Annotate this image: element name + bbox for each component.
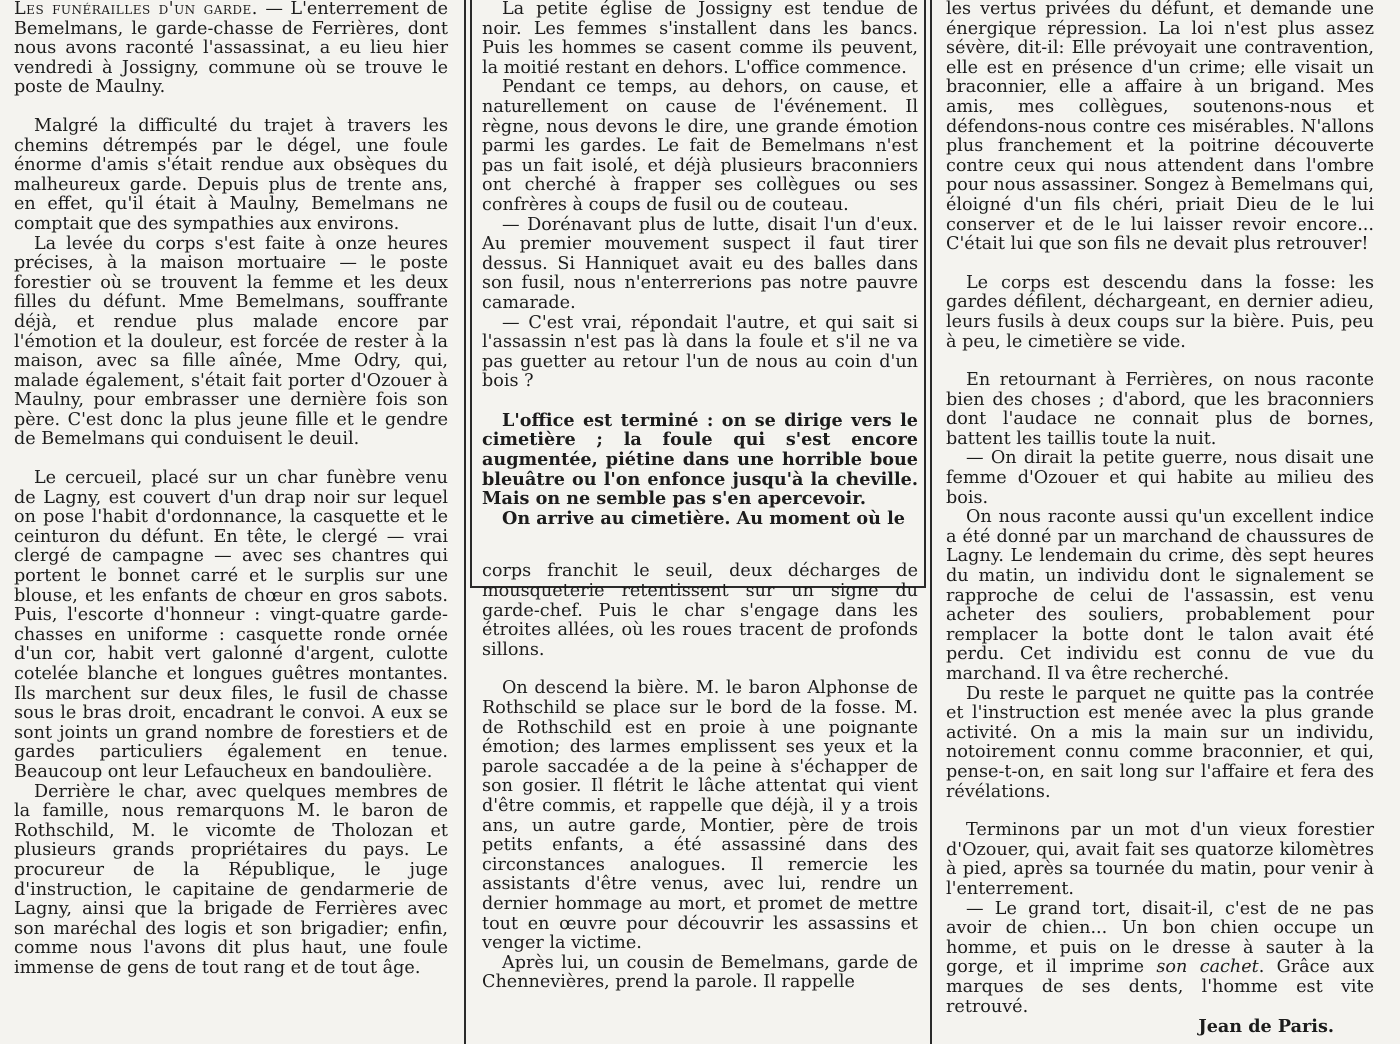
paragraph: Le corps est descendu dans la fosse: les gardes défilent, déchargeant, en dernier adieu, leurs fusils à deux coups sur la bière. Puis, peu à peu, le cimetière se vide. (946, 272, 1374, 352)
paragraph: — On dirait la petite guerre, nous disait une femme d'Ozouer et qui habite au milieu des bois. (946, 448, 1374, 508)
article-column-3 (946, 0, 1374, 1037)
paragraph: corps franchit le seuil, deux décharges de mousqueterie retentissent sur un signe du garde-chef. Puis le char s'engage dans les étroites allées, où les roues tracent de profonds sillons. (482, 561, 918, 660)
column-rule-left (464, 0, 466, 1044)
paragraph: L'office est terminé : on se dirige vers le cimetière ; la foule qui s'est encore augmentée, piétine dans une horrible boue bleuâtre ou l'on enfonce jusqu'à la cheville. Mais on ne semble pas s'en apercevoir. (482, 409, 918, 510)
paragraph: En retournant à Ferrières, on nous raconte bien des choses ; d'abord, que les braconniers dont l'audace ne connait plus de bornes, battent les taillis toute la nuit. (946, 370, 1374, 449)
paragraph: Du reste le parquet ne quitte pas la contrée et l'instruction est menée avec la plus grande activité. On a mis la main sur un individu, notoirement connu comme braconnier, et qui, pense-t-on, en sait long sur l'affaire et fera des révélations. (946, 683, 1374, 802)
paragraph: Derrière le char, avec quelques membres de la famille, nous remarquons M. le baron de Rothschild, M. le vicomte de Tholozan et plusieurs grands propriétaires du pays. Le procureur de la République, le juge d'instruction, le capitaine de gendarmerie de Lagny, ainsi que la brigade de Ferrières avec son maréchal des logis et son brigadier; enfin, comme nous l'avons dit plus haut, une foule immense de gens de tout rang et de tout âge. (14, 781, 448, 978)
paragraph-text: . Grâce aux marques de ses dents, l'homme est vite retrouvé. (946, 957, 1375, 1017)
paragraph-text: — Le grand tort, disait-il, c'est de ne pas avoir de chien... Un bon chien occupe un homme, et puis on le dresse à sauter à la gorge, et il imprime (946, 898, 1374, 978)
paragraph: On nous raconte aussi qu'un excellent indice a été donné par un marchand de chaussures de Lagny. Le lendemain du crime, dès sept heures du matin, un individu dont le signalement se rapproche de celui de l'assassin, est venu acheter des souliers, probablement pour remplacer la botte dont le talon avait été perdu. Cet individu est connu de vue du marchand. Il va être recherché. (946, 507, 1374, 684)
article-column-2 (482, 0, 918, 993)
box-rule-left (470, 0, 472, 586)
paragraph-text: — L'enterrement de Bemelmans, le garde-chasse de Ferrières, dont nous avons raconté l'assassinat, a eu lieu hier vendredi à Jossigny, commune où se trouve le poste de Maulny. (14, 0, 448, 98)
article-column-1 (14, 0, 448, 979)
box-rule-right (924, 0, 926, 586)
paragraph: La levée du corps s'est faite à onze heures précises, à la maison mortuaire — le poste forestier où se trouvent la femme et les deux filles du défunt. Mme Bemelmans, souffrante déjà, et rendue plus malade encore par l'émotion et la douleur, est forcée de rester à la maison, avec sa fille aînée, Mme Odry, qui, malade également, s'était fait porter d'Ozouer à Maulny, pour embrasser une dernière fois son père. C'est donc la plus jeune fille et le gendre de Bemelmans qui conduisent le deuil. (14, 233, 448, 450)
emphasis-text: son cachet (1156, 957, 1259, 978)
column-rule-right (930, 0, 932, 1044)
paragraph: On arrive au cimetière. Au moment où le (502, 507, 905, 529)
paragraph: — Dorénavant plus de lutte, disait l'un d'eux. Au premier mouvement suspect il faut tirer dessus. Si Hanniquet avait eu des balles dans son fusil, nous n'enterrerions pas notre pauvre camarade. (482, 214, 918, 313)
paragraph: Après lui, un cousin de Bemelmans, garde de Chennevières, prend la parole. Il rappelle (482, 952, 918, 993)
paragraph (14, 0, 448, 98)
article-heading: Les funérailles d'un garde. (14, 0, 258, 19)
paragraph: La petite église de Jossigny est tendue de noir. Les femmes s'installent dans les bancs. Puis les hommes se casent comme ils peuvent, la moitié restant en dehors. L'office commence. (482, 0, 918, 78)
paragraph: On descend la bière. M. le baron Alphonse de Rothschild se place sur le bord de la fosse. M. de Rothschild est en proie à une poignante émotion; des larmes emplissent ses yeux et la parole saccadée a de la peine à s'échapper de son gosier. Il flétrit le lâche attentat qui vient d'être commis, et rappelle que déjà, il y a trois ans, un autre garde, Montier, père de trois petits enfants, a été assassiné dans des circonstances analogues. Il remercie les assistants d'être venus, avec lui, rendre un dernier hommage au mort, et promet de mettre tout en œuvre pour découvrir les assassins et venger la victime. (482, 678, 918, 954)
paragraph: Pendant ce temps, au dehors, on cause, et naturellement on cause de l'événement. Il règne, nous devons le dire, une grande émotion parmi les gardes. Le fait de Bemelmans n'est pas un fait isolé, et déjà plusieurs braconniers ont cherché à frapper ses collègues ou ses confrères à coups de fusil ou de couteau. (482, 77, 918, 215)
paragraph: Le cercueil, placé sur un char funèbre venu de Lagny, est couvert d'un drap noir sur lequel on pose l'habit d'ordonnance, la casquette et le ceinturon du défunt. En tête, le clergé — vrai clergé de campagne — avec ses chantres qui portent le bonnet carré et le surplis sur une blouse, et les enfants de chœur en gros sabots. Puis, l'escorte d'honneur : vingt-quatre garde-chasses en uniforme : casquette ronde ornée d'un cor, habit vert galonné d'argent, culotte cotelée blanche et longues guêtres montantes. Ils marchent sur deux files, le fusil de chasse sous le bras droit, encadrant le convoi. A eux se sont joints un grand nombre de forestiers et de gardes particuliers également en tenue. Beaucoup ont leur Lefaucheux en bandoulière. (14, 468, 448, 782)
paragraph: Malgré la difficulté du trajet à travers les chemins détrempés par le dégel, une foule énorme d'amis s'était rendue aux obsèques du malheureux garde. Depuis plus de trente ans, en effet, qu'il était à Maulny, Bemelmans ne comptait que des sympathies aux environs. (14, 115, 448, 234)
paragraph: les vertus privées du défunt, et demande une énergique répression. La loi n'est plus assez sévère, dit-il: Elle prévoyait une contravention, elle est en présence d'un crime; elle visait un braconnier, elle a affaire à un brigand. Mes amis, mes collègues, soutenons-nous et défendons-nous contre ces misérables. N'allons plus franchement et la poitrine découverte contre ceux qui nous attendent dans l'ombre pour nous assassiner. Songez à Bemelmans qui, éloigné d'un fils chéri, priait Dieu de le lui conserver et de le lui laisser revoir encore... C'était lui que son fils ne devait plus retrouver! (946, 0, 1374, 255)
paragraph (946, 900, 1374, 1018)
paragraph: — C'est vrai, répondait l'autre, et qui sait si l'assassin n'est pas là dans la foule et s'il ne va pas guetter au retour l'un de nous au coin d'un bois ? (482, 312, 918, 392)
paragraph: Terminons par un mot d'un vieux forestier d'Ozouer, qui, avait fait ses quatorze kilomètres à pied, après sa tournée du matin, pour venir à l'enterrement. (946, 820, 1374, 899)
author-signature: Jean de Paris. (1198, 1016, 1334, 1038)
